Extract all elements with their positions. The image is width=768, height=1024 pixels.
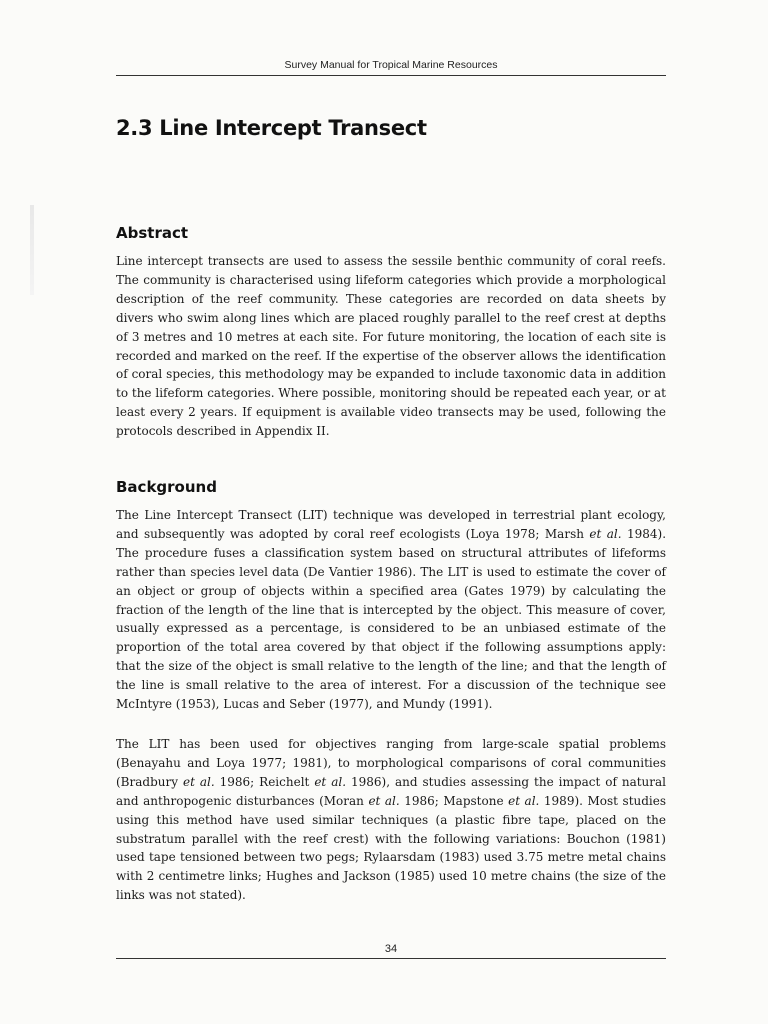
- abstract-paragraph: Line intercept transects are used to assess the sessile benthic community of coral reefs. The community is characterised using lifeform categories which provide a morphological description of the reef community. These categories are recorded on data sheets by divers who swim along lines which are placed roughly parallel to the reef crest at depths of 3 metres and 10 metres at each site. For future monitoring, the location of each site is recorded and marked on the reef. If the expertise of the observer allows the identification of coral species, this methodology may be expanded to include taxonomic data in addition to the lifeform categories. Where possible, monitoring should be repeated each year, or at least every 2 years. If equipment is available video transects may be used, following the protocols described in Appendix II.: [116, 254, 666, 439]
- chapter-title: 2.3 Line Intercept Transect: [116, 116, 427, 140]
- text-run: The Line Intercept Transect (LIT) technique was developed in terrestrial plant ecology, and subsequently was adopted by coral reef ecologists (Loya 1978; Marsh: [116, 508, 666, 541]
- header-rule: [116, 75, 666, 76]
- background-paragraph-1: [116, 506, 666, 714]
- running-header: Survey Manual for Tropical Marine Resources: [284, 59, 498, 71]
- italic-text: et al.: [182, 774, 215, 789]
- text-run: 1986; Mapstone: [399, 793, 509, 808]
- scan-shadow: [30, 205, 34, 295]
- text-run: 1984). The procedure fuses a classification system based on structural attributes of lifeforms rather than species level data (De Vantier 1986). The LIT is used to estimate the cover of an object or group of objects within a specified area (Gates 1979) by calculating the fraction of the length of the line that is intercepted by the object. This measure of cover, usually expressed as a percentage, is considered to be an unbiased estimate of the proportion of the total area covered by that object if the following assumptions apply: that the size of the object is small relative to the length of the line; and that the length of the line is small relative to the area of interest. For a discussion of the technique see McIntyre (1953), Lucas and Seber (1977), and Mundy (1991).: [116, 526, 667, 712]
- footer-rule: [116, 958, 666, 959]
- text-run: 1986), and studies assessing the impact of natural and anthropogenic disturbances (Moran: [116, 774, 667, 808]
- italic-text: et al.: [368, 793, 400, 808]
- background-heading: Background: [116, 478, 217, 496]
- text-run: 1986; Reichelt: [214, 774, 315, 789]
- text-run: The LIT has been used for objectives ranging from large-scale spatial problems (Benayahu and Loya 1977; 1981), to morphological comparisons of coral communities (Bradbury: [116, 737, 666, 789]
- background-paragraph-2: [116, 735, 666, 905]
- italic-text: et al.: [589, 526, 622, 541]
- italic-text: et al.: [314, 774, 347, 789]
- italic-text: et al.: [508, 793, 540, 808]
- abstract-heading: Abstract: [116, 224, 189, 242]
- text-run: 1989). Most studies using this method have used similar techniques (a plastic fibre tape, placed on the substratum parallel with the reef crest) with the following variations: Bouchon (1981) used tape tensioned between two pegs; Rylaarsdam (1983) used 3.75 metre metal chains with 2 centimetre links; Hughes and Jackson (1985) used 10 metre chains (the size of the links was not stated).: [116, 793, 667, 903]
- page-number: 34: [384, 943, 398, 955]
